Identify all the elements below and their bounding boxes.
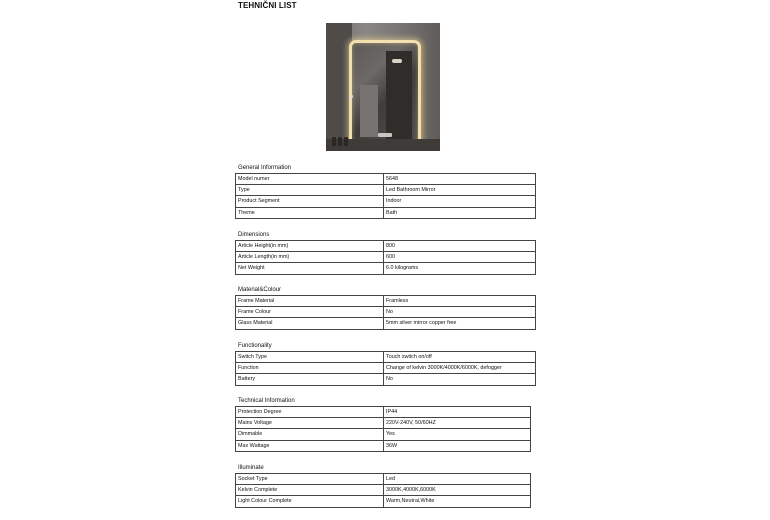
spec-table <box>235 473 531 508</box>
section-technical-information <box>235 397 531 452</box>
table-row <box>236 429 531 440</box>
spec-key: Article Length(in mm) <box>236 252 384 263</box>
table-row <box>236 185 536 196</box>
table-row <box>236 207 536 218</box>
mirror-reflection <box>386 51 412 139</box>
section-title: Technical Information <box>238 398 295 404</box>
spec-key: Theme <box>236 207 384 218</box>
spec-value: Yes <box>384 429 531 440</box>
spec-value: Touch switch on/off <box>384 352 536 363</box>
spec-key: Frame Colour <box>236 307 384 318</box>
table-row <box>236 174 536 185</box>
table-row <box>236 440 531 451</box>
spec-table <box>235 406 531 452</box>
touch-switch-icon <box>350 95 353 98</box>
table-row <box>236 407 531 418</box>
section-illuminate <box>235 464 531 508</box>
spec-value: 3000K,4000K,6000K <box>384 485 531 496</box>
spec-value: 220V-240V, 50/60HZ <box>384 418 531 429</box>
table-row <box>236 307 536 318</box>
spec-table <box>235 295 536 330</box>
table-row <box>236 496 531 507</box>
table-row <box>236 296 536 307</box>
spec-key: Model numer <box>236 174 384 185</box>
spec-value: Led Bathroom Mirror <box>384 185 536 196</box>
table-row <box>236 352 536 363</box>
spec-table <box>235 173 536 219</box>
spec-table <box>235 351 536 386</box>
table-row <box>236 196 536 207</box>
section-title: Illuminate <box>238 465 264 471</box>
spec-value: 6.0 kilograms <box>384 263 536 274</box>
spec-key: Frame Material <box>236 296 384 307</box>
spec-value: Led <box>384 474 531 485</box>
spec-value: Bath <box>384 207 536 218</box>
section-material-colour <box>235 286 536 330</box>
section-title: Dimensions <box>238 232 270 238</box>
spec-value: 600 <box>384 252 536 263</box>
section-general-information <box>235 164 536 219</box>
page-title: TEHNIČNI LIST <box>238 1 297 10</box>
table-row <box>236 241 536 252</box>
spec-table <box>235 240 536 275</box>
spec-key: Mains Voltage <box>236 418 384 429</box>
bottles-icon <box>332 133 352 142</box>
spec-key: Protection Degree <box>236 407 384 418</box>
mirror-reflected-lamp <box>392 59 402 63</box>
spec-key: Net Weight <box>236 263 384 274</box>
section-title: Material&Colour <box>238 287 282 293</box>
table-row <box>236 318 536 329</box>
spec-key: Light Colour Complete <box>236 496 384 507</box>
table-row <box>236 418 531 429</box>
spec-key: Product Segment <box>236 196 384 207</box>
spec-value: 5648 <box>384 174 536 185</box>
spec-value: Warm,Neutral,White <box>384 496 531 507</box>
spec-key: Kelvin Complete <box>236 485 384 496</box>
table-row <box>236 252 536 263</box>
section-title: Functionality <box>238 343 272 349</box>
section-dimensions <box>235 231 536 275</box>
spec-value: Framless <box>384 296 536 307</box>
faucet-icon <box>378 133 392 137</box>
table-row <box>236 474 531 485</box>
section-functionality <box>235 342 536 386</box>
table-row <box>236 374 536 385</box>
product-photo <box>326 23 440 151</box>
spec-key: Function <box>236 363 384 374</box>
table-row <box>236 363 536 374</box>
mirror-image <box>349 40 421 148</box>
table-row <box>236 263 536 274</box>
spec-key: Switch Type <box>236 352 384 363</box>
spec-value: Change of kelvin 3000K/4000K/6000K, defogger <box>384 363 536 374</box>
mirror-reflection-light <box>360 85 378 137</box>
spec-key: Socket Type <box>236 474 384 485</box>
spec-value: No <box>384 307 536 318</box>
spec-value: 5mm silver mirror copper free <box>384 318 536 329</box>
table-row <box>236 485 531 496</box>
spec-key: Type <box>236 185 384 196</box>
spec-key: Dimmable <box>236 429 384 440</box>
spec-value: Indoor <box>384 196 536 207</box>
spec-value: No <box>384 374 536 385</box>
spec-value: 800 <box>384 241 536 252</box>
spec-value: IP44 <box>384 407 531 418</box>
section-title: General Information <box>238 165 292 171</box>
spec-key: Max Wattage <box>236 440 384 451</box>
spec-key: Battery <box>236 374 384 385</box>
spec-key: Glass Material <box>236 318 384 329</box>
spec-key: Article Height(in mm) <box>236 241 384 252</box>
spec-value: 36W <box>384 440 531 451</box>
